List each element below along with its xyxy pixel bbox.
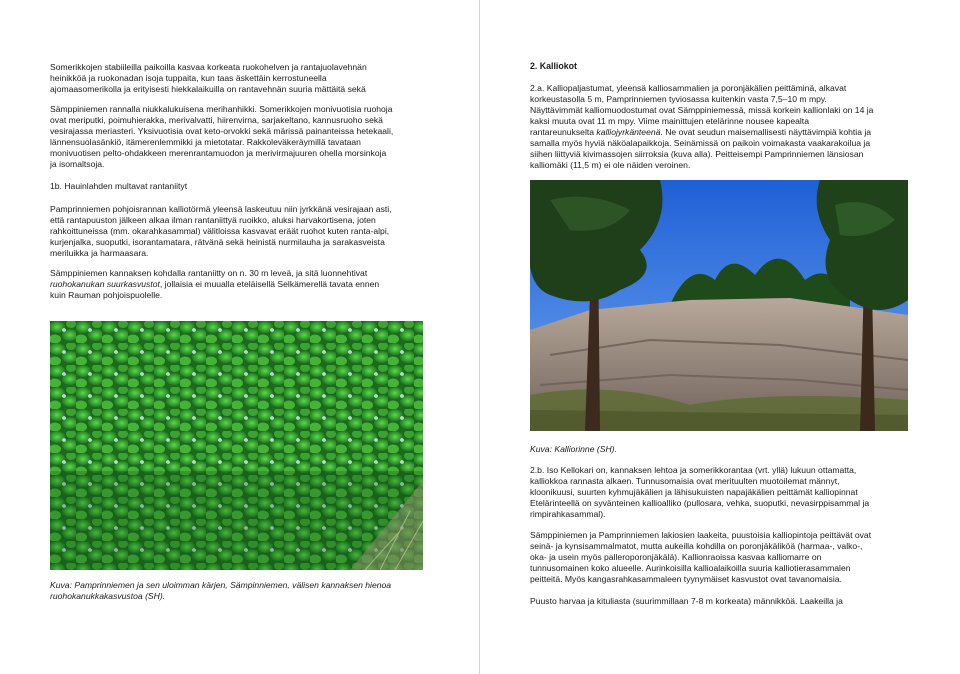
right-page <box>480 0 960 674</box>
right-paragraph-1 <box>530 83 873 171</box>
landscape-photo-image <box>530 180 908 431</box>
landscape-photo <box>530 180 908 431</box>
left-paragraph-3: Pamprinniemen pohjoisrannan kalliotörmä yleensä laskeutuu niin jyrkkänä vesirajaan asti, että rantapuuston jälkeen alkaa ilman rantaniittyä ruoikko, aluksi harvakortisena, joten rahkoittuneissa (mm. okarahkasammal) välitloissa kasvavat eräät ruohot kuten ranta-alpi, kurjenjalka, suoputki, isorantamatara, rätvänä sekä heinistä nurmilauha ja sarakasveista meriluikka ja harmaasara. <box>50 204 392 258</box>
left-paragraph-4 <box>50 268 379 301</box>
right-paragraph-2: 2.b. Iso Kellokari on, kannaksen lehtoa ja somerikkorantaa (vrt. yllä) lukuun ottamatta, kalliokkoa rannasta alkaen. Tunnusomaisia ovat merituulten muotoilemat männyt, kloonikuusi, suurten kyhmujäkälien ja lähisukuisten napajäkälien peittämät kalliopinnat Etelärinteellä on syvänteinen kallioalliko (pullosara, vehka, suoputki, nevasirppisammal ja rimpirahkasammal). <box>530 465 870 519</box>
left-paragraph-4-italic: ruohokanukan suurkasvustot <box>50 279 160 289</box>
plant-photo-image <box>50 321 423 570</box>
right-paragraph-1-start: 2.a. Kalliopaljastumat, yleensä kalliosammalien ja poronjäkälien peittäminä, alkavat korkeustasolla 5 m, Pamprinniemen tyviosassa kuitenkin vasta 7,5–10 m mpy. Näyttävimmät kalliomuodostumat ovat Sämppiniemessä, missä korkein kallionlaki on 14 ja kaksi muuta ovat 11 m mpy. Viime mainittujen etelärinne nousee kapealta rantareunukselta <box>530 83 874 137</box>
plant-photo <box>50 321 423 570</box>
right-paragraph-4: Puusto harvaa ja kituliasta (suurimmillaan 7-8 m korkeata) männikköä. Laakeilla ja <box>530 596 843 606</box>
left-paragraph-4-start: Sämppiniemen kannaksen kohdalla rantaniitty on n. 30 m leveä, ja sitä luonnehtivat <box>50 268 368 278</box>
left-caption: Kuva: Pamprinniemen ja sen uloimman kärjen, Sämpinniemen, välisen kannaksen hienoa ruohokanukkakasvustoa (SH). <box>50 580 392 601</box>
right-caption: Kuva: Kalliorinne (SH). <box>530 444 617 454</box>
left-paragraph-2: Sämppiniemen rannalla niukkalukuisena merihanhikki. Somerikkojen monivuotisia ruohoja ovat meriputki, poimuhierakka, merivalvatti, hiirenvirna, sarjakeltano, kannusruoho sekä vesirajassa meriasteri. Yksivuotisia ovat keto-orvokki sekä märissä painanteissa hetekaali, lännensuolasänkiö, itämerenlemmikki ja mietotatar. Rakkoleväkeräymillä tavataan monivuotisen pelto-ohdakkeen merenrantamuodon ja merivirmajuuren ohella morsinkoja ja isomaltsoja. <box>50 104 394 169</box>
heading-2-kalliokot: 2. Kalliokot <box>530 61 577 71</box>
left-paragraph-1: Somerikkojen stabiileilla paikoilla kasvaa korkeata ruokohelven ja rantajuolavehnän heinikköä ja ruokonadan isoja tuppaita, kun taas äskettäin kerrostuneella ajomaasomerikolla ja erityisesti hiekkalaikuilla on rantavehnän suuria mättäitä sekä <box>50 62 367 94</box>
right-paragraph-3: Sämppiniemen ja Pamprinniemen lakiosien laakeita, puustoisia kalliopintoja peittävät ovat seinä- ja kynsisammalmatot, mutta aukeilla kohdilla on poronjäkäliköä (harmaa-, valko-, oka- ja usein myös palleroporonjäkälä). Kallionraoissa kasvaa kalliomarre on tunnusomainen koko alueelle. Aurinkoisilla kallioalaikoilla suuria kalliotierasammalen peitteitä. Myös kangasrahkasammaleen tyynymäiset kasvustot ovat tavanomaisia. <box>530 530 872 584</box>
right-paragraph-1-italic: kalliojyrkänteenä <box>596 127 661 137</box>
left-paragraph-4-end: , jollaisia ei muualla eteläisellä Selkämerellä tavata ennen kuin Rauman pohjoispuolelle. <box>50 279 380 300</box>
right-paragraph-1-end: . Ne ovat seudun maisemallisesti näyttävimpiä kohtia ja samalla myös hyviä näköalapaikkoja. Seinämissä on paikoin voimakasta vaakarakoilua ja siihen liittyviä kivimassojen siirroksia (kuva alla). Peitteisempi Pamprinniemen länsiosan kalliomäki (11,5 m) ei ole näiden veroinen. <box>530 127 872 170</box>
left-page <box>0 0 479 674</box>
heading-1b: 1b. Hauinlahden multavat rantaniityt <box>50 181 188 191</box>
